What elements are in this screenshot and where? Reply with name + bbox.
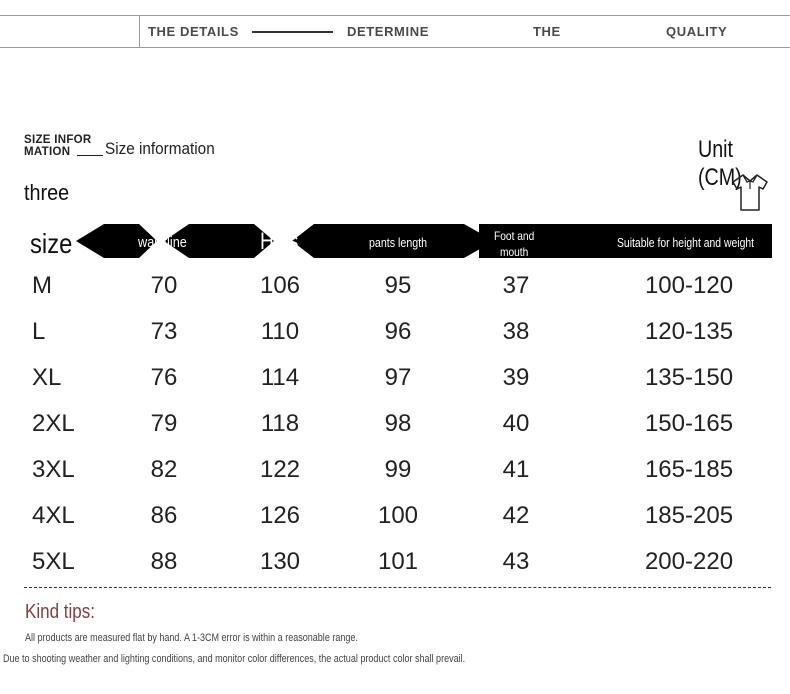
header-waistline: waistline <box>138 234 187 251</box>
cell-size: L <box>32 318 46 345</box>
unit-label: Unit (CM) <box>698 136 742 191</box>
table-row <box>0 272 790 318</box>
cell-height-weight: 165-185 <box>644 456 734 483</box>
header-foot-mouth <box>494 228 534 260</box>
cell-pants-length: 101 <box>377 548 419 575</box>
banner-text-determine: DETERMINE <box>347 24 429 39</box>
cell-hips: 126 <box>259 502 301 529</box>
cell-size: M <box>32 272 52 299</box>
table-row <box>0 364 790 410</box>
header-size: size <box>30 228 73 259</box>
subtitle-three: three <box>24 180 70 205</box>
header-foot-mouth-line1: Foot and <box>494 229 535 243</box>
cell-waistline: 82 <box>150 456 178 483</box>
cell-hips: 114 <box>260 364 300 391</box>
cell-size: 5XL <box>32 548 75 575</box>
cell-hips: 130 <box>259 548 301 575</box>
cell-size: 4XL <box>32 502 75 529</box>
cell-hips: 106 <box>259 272 301 299</box>
banner-text-quality: QUALITY <box>666 24 728 39</box>
cell-hips: 110 <box>260 318 300 345</box>
cell-foot-mouth: 41 <box>502 456 530 483</box>
table-row <box>0 318 790 364</box>
banner-text-the: THE <box>533 24 561 39</box>
tip-measurement: All products are measured flat by hand. A 1-3CM error is within a reasonable range. <box>25 632 358 644</box>
table-row <box>0 410 790 456</box>
cell-size: 3XL <box>32 456 75 483</box>
header-hips: Hips <box>260 228 299 255</box>
cell-waistline: 79 <box>150 410 178 437</box>
header-foot-mouth-line2: mouth <box>499 245 529 259</box>
top-banner <box>0 15 790 48</box>
table-row <box>0 502 790 548</box>
table-row <box>0 456 790 502</box>
cell-waistline: 88 <box>150 548 178 575</box>
size-info-label-line2: MATION <box>24 146 71 158</box>
cell-pants-length: 99 <box>384 456 412 483</box>
cell-foot-mouth: 42 <box>502 502 530 529</box>
cell-waistline: 76 <box>150 364 178 391</box>
cell-height-weight: 135-150 <box>644 364 734 391</box>
cell-foot-mouth: 43 <box>502 548 530 575</box>
cell-foot-mouth: 37 <box>502 272 530 299</box>
cell-foot-mouth: 38 <box>502 318 530 345</box>
cell-size: 2XL <box>32 410 75 437</box>
tip-color: Due to shooting weather and lighting conditions, and monitor color differences, the actual product color shall prevail. <box>3 653 466 665</box>
header-pants-length: pants length <box>369 235 428 250</box>
cell-height-weight: 150-165 <box>644 410 734 437</box>
cell-foot-mouth: 39 <box>502 364 530 391</box>
size-info-rule <box>77 155 103 156</box>
cell-pants-length: 95 <box>384 272 412 299</box>
banner-divider <box>139 16 140 47</box>
cell-height-weight: 200-220 <box>644 548 734 575</box>
cell-height-weight: 100-120 <box>644 272 734 299</box>
size-info-title: Size information <box>105 139 215 158</box>
cell-hips: 118 <box>260 410 300 437</box>
banner-text-the-details: THE DETAILS <box>148 24 239 39</box>
shirt-icon <box>731 172 769 212</box>
cell-foot-mouth: 40 <box>502 410 530 437</box>
header-height-weight: Suitable for height and weight <box>617 235 755 250</box>
cell-pants-length: 98 <box>384 410 412 437</box>
cell-height-weight: 185-205 <box>644 502 734 529</box>
cell-pants-length: 97 <box>384 364 412 391</box>
cell-pants-length: 100 <box>377 502 419 529</box>
size-info-label-line1: SIZE INFOR <box>24 134 92 146</box>
table-header <box>24 222 772 260</box>
cell-pants-length: 96 <box>384 318 412 345</box>
banner-dash <box>252 31 333 33</box>
table-bottom-divider <box>24 587 771 588</box>
cell-height-weight: 120-135 <box>644 318 734 345</box>
cell-size: XL <box>32 364 62 391</box>
tips-title: Kind tips: <box>25 601 95 623</box>
cell-waistline: 86 <box>150 502 178 529</box>
cell-hips: 122 <box>259 456 301 483</box>
cell-waistline: 73 <box>150 318 178 345</box>
cell-waistline: 70 <box>150 272 178 299</box>
